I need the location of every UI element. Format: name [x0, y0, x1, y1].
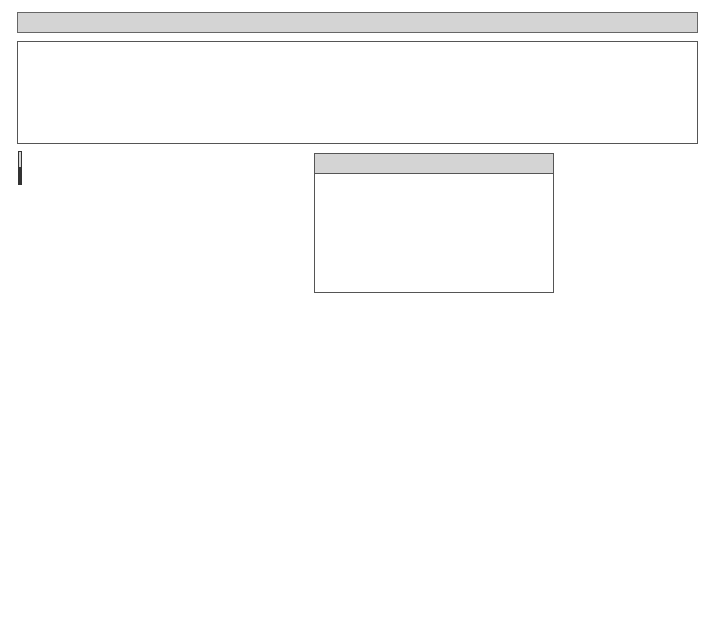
- notes-title: [315, 154, 553, 174]
- notes-body: [315, 174, 553, 182]
- legend-title-bar: [17, 12, 698, 33]
- table-title: [19, 152, 22, 168]
- top-legend-panel: [17, 41, 698, 144]
- notes-panel: [314, 153, 554, 293]
- col-header-quantity: [21, 168, 22, 185]
- legend-table: [18, 151, 22, 185]
